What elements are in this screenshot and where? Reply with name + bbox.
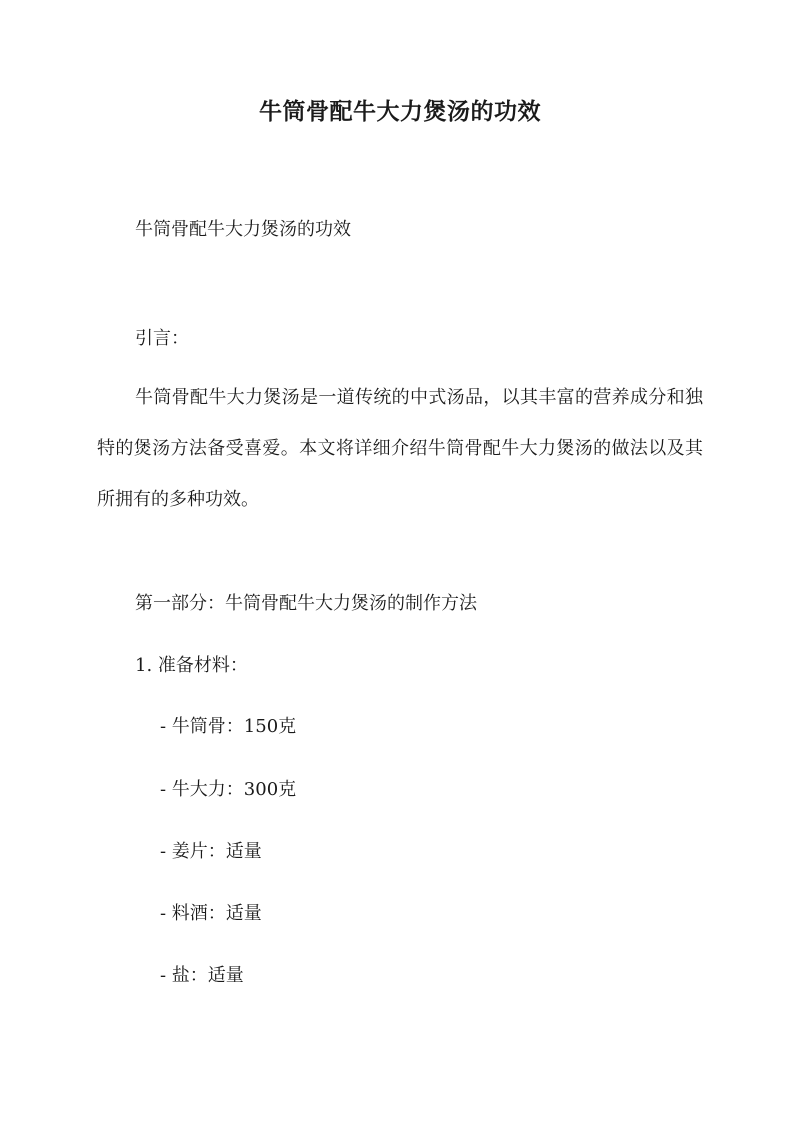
intro-paragraph: 牛筒骨配牛大力煲汤是一道传统的中式汤品，以其丰富的营养成分和独特的煲汤方法备受喜爱。本文将详细介绍牛筒骨配牛大力煲汤的做法以及其所拥有的多种功效。 [97, 387, 703, 510]
page-title: 牛筒骨配牛大力煲汤的功效 [259, 98, 541, 125]
ingredient-item: - 牛大力：300克 [160, 779, 297, 800]
ingredient-item: - 牛筒骨：150克 [160, 716, 297, 737]
document-subtitle: 牛筒骨配牛大力煲汤的功效 [135, 219, 351, 240]
step1-heading: 1. 准备材料： [135, 655, 248, 676]
ingredient-item: - 姜片：适量 [160, 841, 262, 862]
ingredient-item: - 料酒：适量 [160, 903, 262, 924]
ingredient-item: - 盐：适量 [160, 965, 244, 986]
part1-heading: 第一部分：牛筒骨配牛大力煲汤的制作方法 [135, 593, 477, 614]
intro-heading: 引言： [135, 328, 189, 349]
